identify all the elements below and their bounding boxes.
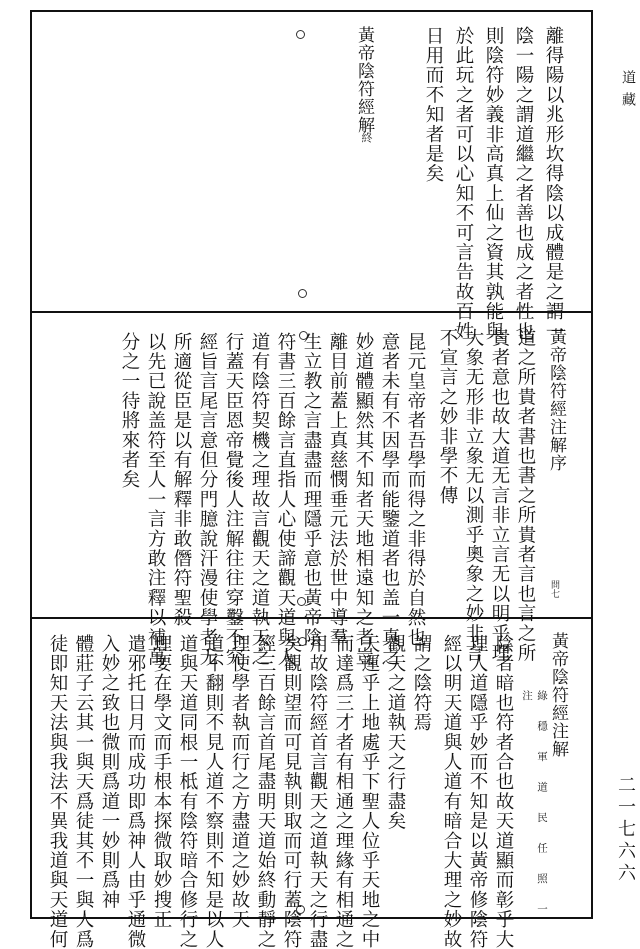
text-column: 矣觀則望而可見執則取而可行蓋陰符 <box>281 634 302 949</box>
text-column: 理使學者執而行之方盡道之妙故天 <box>229 634 250 930</box>
text-column: 分之一待將來者矣 <box>119 332 140 490</box>
text-column: 不宣言之妙非學不傳 <box>437 328 458 506</box>
text-column: 於此玩之者可以心知不可言告故百姓 <box>453 26 474 342</box>
margin-page-number: 二一七六六 <box>615 775 636 885</box>
text-column: 理要在學文而手根本探微取妙搜正 <box>151 634 172 930</box>
text-column: 以先已說盖符至人一言方敢注釋以補萬 <box>145 332 166 667</box>
text-column: 理人道隱乎妙而不知是以黃帝修陰符 <box>467 634 488 949</box>
preface-title: 黃帝陰符經注解序 <box>546 328 566 472</box>
text-column: 道與天道同根一柢有陰符暗合修行之 <box>177 634 198 949</box>
text-column: 陰一陽之謂道繼之者善也成之者性也 <box>513 26 534 342</box>
text-column: 昆元皇帝者吾學而得之非得於自然也 <box>405 332 426 648</box>
text-column: 謂之陰符焉 <box>411 634 432 733</box>
text-column: 遣邪托日月而成功即爲神人由乎通微 <box>125 634 146 949</box>
text-column: 所適從臣是以有解釋非敢僭符聖殺 <box>171 332 192 628</box>
text-column: 道有陰符契機之理故言觀天之道執天之 <box>249 332 270 667</box>
byline: 綠 穩 軍 道 民 任 照 一 注 <box>521 690 548 918</box>
text-column: 體莊子云其一與天爲徒其不一與人爲 <box>73 634 94 949</box>
text-column: 陰者暗也符者合也故天道顯而彰乎大 <box>493 634 514 949</box>
text-column: 行蓋天臣恩帝覺後人注解往往穿鑿不究 <box>223 332 244 667</box>
text-column: 生立教之言盡盡而理隱乎意也黃帝陰 <box>301 332 322 648</box>
text-column: 天運乎上地處乎下聖人位乎天地之中 <box>359 634 380 949</box>
text-column: 意者未有不因學而能鑒道者也盖一真之 <box>379 332 400 667</box>
text-column: 徒即知天法與我法不異我道與天道何 <box>47 634 68 949</box>
text-column: 日用而不知者是矣 <box>423 26 444 184</box>
text-column: 入妙之致也微則爲道一妙則爲神 <box>99 634 120 910</box>
scripture-title: 黃帝陰符經解 <box>354 26 374 134</box>
text-column: 而達爲三才者有相通之理緣有相通之 <box>333 634 354 949</box>
margin-title: 道藏 <box>620 70 636 114</box>
text-column: 用故陰符經首言觀天之道執天之行盡 <box>307 634 328 949</box>
text-column: 離目前蓋上真慈憫垂元法於世中導羣 <box>327 332 348 648</box>
fold-circle <box>298 289 307 298</box>
text-column: 符書三百餘言直指人心使諦觀天道與人 <box>275 332 296 667</box>
fold-circle <box>296 30 305 39</box>
text-column: 道不翻則不見人道不察則不知是以人 <box>203 634 224 949</box>
text-column: 則陰符妙義非高真上仙之資其孰能與 <box>483 26 504 342</box>
text-column: 經以明天道與人道有暗合大理之妙故 <box>441 634 462 949</box>
text-column: 經三百餘言首尾盡明天道始終動靜之 <box>255 634 276 949</box>
text-column: 大象无形非立象无以測乎奧象之妙非言 <box>463 328 484 663</box>
panel-divider-1 <box>30 311 593 313</box>
text-column: 妙道體顯然其不知者天地相遠知之者豈 <box>353 332 374 667</box>
text-column: 觀天之道執天之行盡矣 <box>385 634 406 831</box>
text-column: 道之所貴者書也書之所貴者言也言之所 <box>515 328 536 663</box>
text-column: 離得陽以兆形坎得陰以成體是之謂一 <box>543 26 564 342</box>
text-column: 經旨言尾言意但分門臆說汗漫使學者无 <box>197 332 218 667</box>
preface-note: 問七 <box>549 580 559 598</box>
end-mark: 終 <box>360 132 373 143</box>
text-column: 貴者意也故大道无言非立言无以明乎理 <box>489 328 510 663</box>
commentary-title: 黃帝陰符經注解 <box>548 632 568 758</box>
